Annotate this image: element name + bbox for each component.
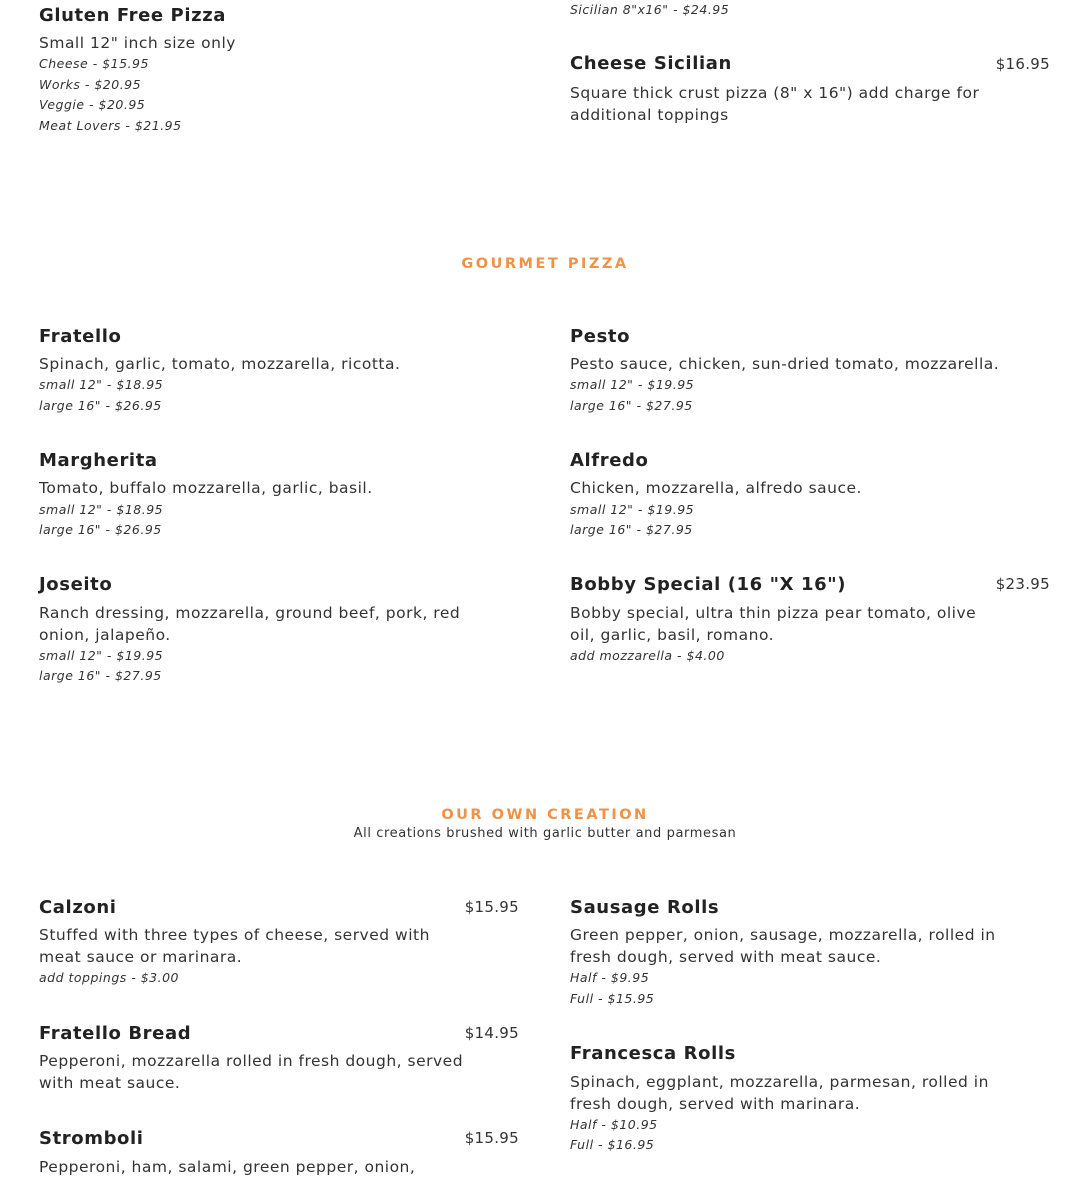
item-option: Meat Lovers - $21.95 [39, 118, 182, 133]
item-desc-margherita: Tomato, buffalo mozzarella, garlic, basil. [39, 479, 373, 497]
item-title-fratello-bread: Fratello Bread [39, 1023, 192, 1044]
item-option: Half - $9.95 [570, 970, 650, 985]
section-heading-our-own-creation: OUR OWN CREATION [441, 807, 649, 823]
item-option: Full - $16.95 [570, 1137, 655, 1152]
item-title-cheese-sicilian: Cheese Sicilian [570, 53, 732, 74]
item-option: Full - $15.95 [570, 991, 655, 1006]
item-option: Half - $10.95 [570, 1117, 658, 1132]
item-title-stromboli: Stromboli [39, 1128, 144, 1149]
item-price-stromboli: $15.95 [464, 1129, 519, 1147]
item-option: Veggie - $20.95 [39, 97, 146, 112]
item-option: large 16" - $27.95 [570, 398, 693, 413]
item-title-bobby-special: Bobby Special (16 "X 16") [570, 574, 847, 595]
item-option: Works - $20.95 [39, 77, 142, 92]
item-desc-bobby-special: Bobby special, ultra thin pizza pear tomato, olive oil, garlic, basil, romano. [570, 604, 977, 644]
item-desc-gluten-free-pizza: Small 12" inch size only [39, 34, 236, 52]
item-desc-francesca-rolls: Spinach, eggplant, mozzarella, parmesan, rolled in fresh dough, served with marinara. [570, 1073, 989, 1113]
item-price-bobby-special: $23.95 [995, 575, 1050, 593]
item-option: Cheese - $15.95 [39, 56, 149, 71]
item-desc-fratello-bread: Pepperoni, mozzarella rolled in fresh dough, served with meat sauce. [39, 1052, 464, 1092]
item-price-fratello-bread: $14.95 [464, 1024, 519, 1042]
item-option: small 12" - $19.95 [570, 502, 695, 517]
item-title-alfredo: Alfredo [570, 450, 649, 471]
item-title-fratello: Fratello [39, 326, 122, 347]
item-title-francesca-rolls: Francesca Rolls [570, 1043, 736, 1064]
item-option: small 12" - $18.95 [39, 502, 164, 517]
item-option: large 16" - $27.95 [39, 668, 162, 683]
item-price-cheese-sicilian: $16.95 [995, 55, 1050, 73]
item-title-joseito: Joseito [39, 574, 113, 595]
item-option: add mozzarella - $4.00 [570, 648, 725, 663]
item-price-calzoni: $15.95 [464, 898, 519, 916]
item-option: small 12" - $18.95 [39, 377, 164, 392]
item-option-sicilian: Sicilian 8"x16" - $24.95 [570, 2, 730, 17]
item-desc-pesto: Pesto sauce, chicken, sun-dried tomato, mozzarella. [570, 355, 1000, 373]
item-option: large 16" - $26.95 [39, 522, 162, 537]
item-title-sausage-rolls: Sausage Rolls [570, 897, 720, 918]
item-desc-alfredo: Chicken, mozzarella, alfredo sauce. [570, 479, 862, 497]
item-option: small 12" - $19.95 [39, 648, 164, 663]
item-title-calzoni: Calzoni [39, 897, 117, 918]
item-option: large 16" - $26.95 [39, 398, 162, 413]
item-desc-stromboli: Pepperoni, ham, salami, green pepper, onion, [39, 1158, 416, 1176]
section-heading-gourmet-pizza: GOURMET PIZZA [461, 256, 629, 272]
item-desc-sausage-rolls: Green pepper, onion, sausage, mozzarella, rolled in fresh dough, served with meat sauce. [570, 926, 996, 966]
section-subheading: All creations brushed with garlic butter and parmesan [353, 826, 737, 841]
item-option: small 12" - $19.95 [570, 377, 695, 392]
item-desc-fratello: Spinach, garlic, tomato, mozzarella, ricotta. [39, 355, 401, 373]
item-title-gluten-free-pizza: Gluten Free Pizza [39, 5, 227, 26]
item-desc-joseito: Ranch dressing, mozzarella, ground beef, pork, red onion, jalapeño. [39, 604, 461, 644]
item-title-margherita: Margherita [39, 450, 158, 471]
item-option: large 16" - $27.95 [570, 522, 693, 537]
item-title-pesto: Pesto [570, 326, 631, 347]
item-desc-cheese-sicilian: Square thick crust pizza (8" x 16") add charge for additional toppings [570, 84, 980, 124]
item-desc-calzoni: Stuffed with three types of cheese, served with meat sauce or marinara. [39, 926, 430, 966]
item-option: add toppings - $3.00 [39, 970, 180, 985]
